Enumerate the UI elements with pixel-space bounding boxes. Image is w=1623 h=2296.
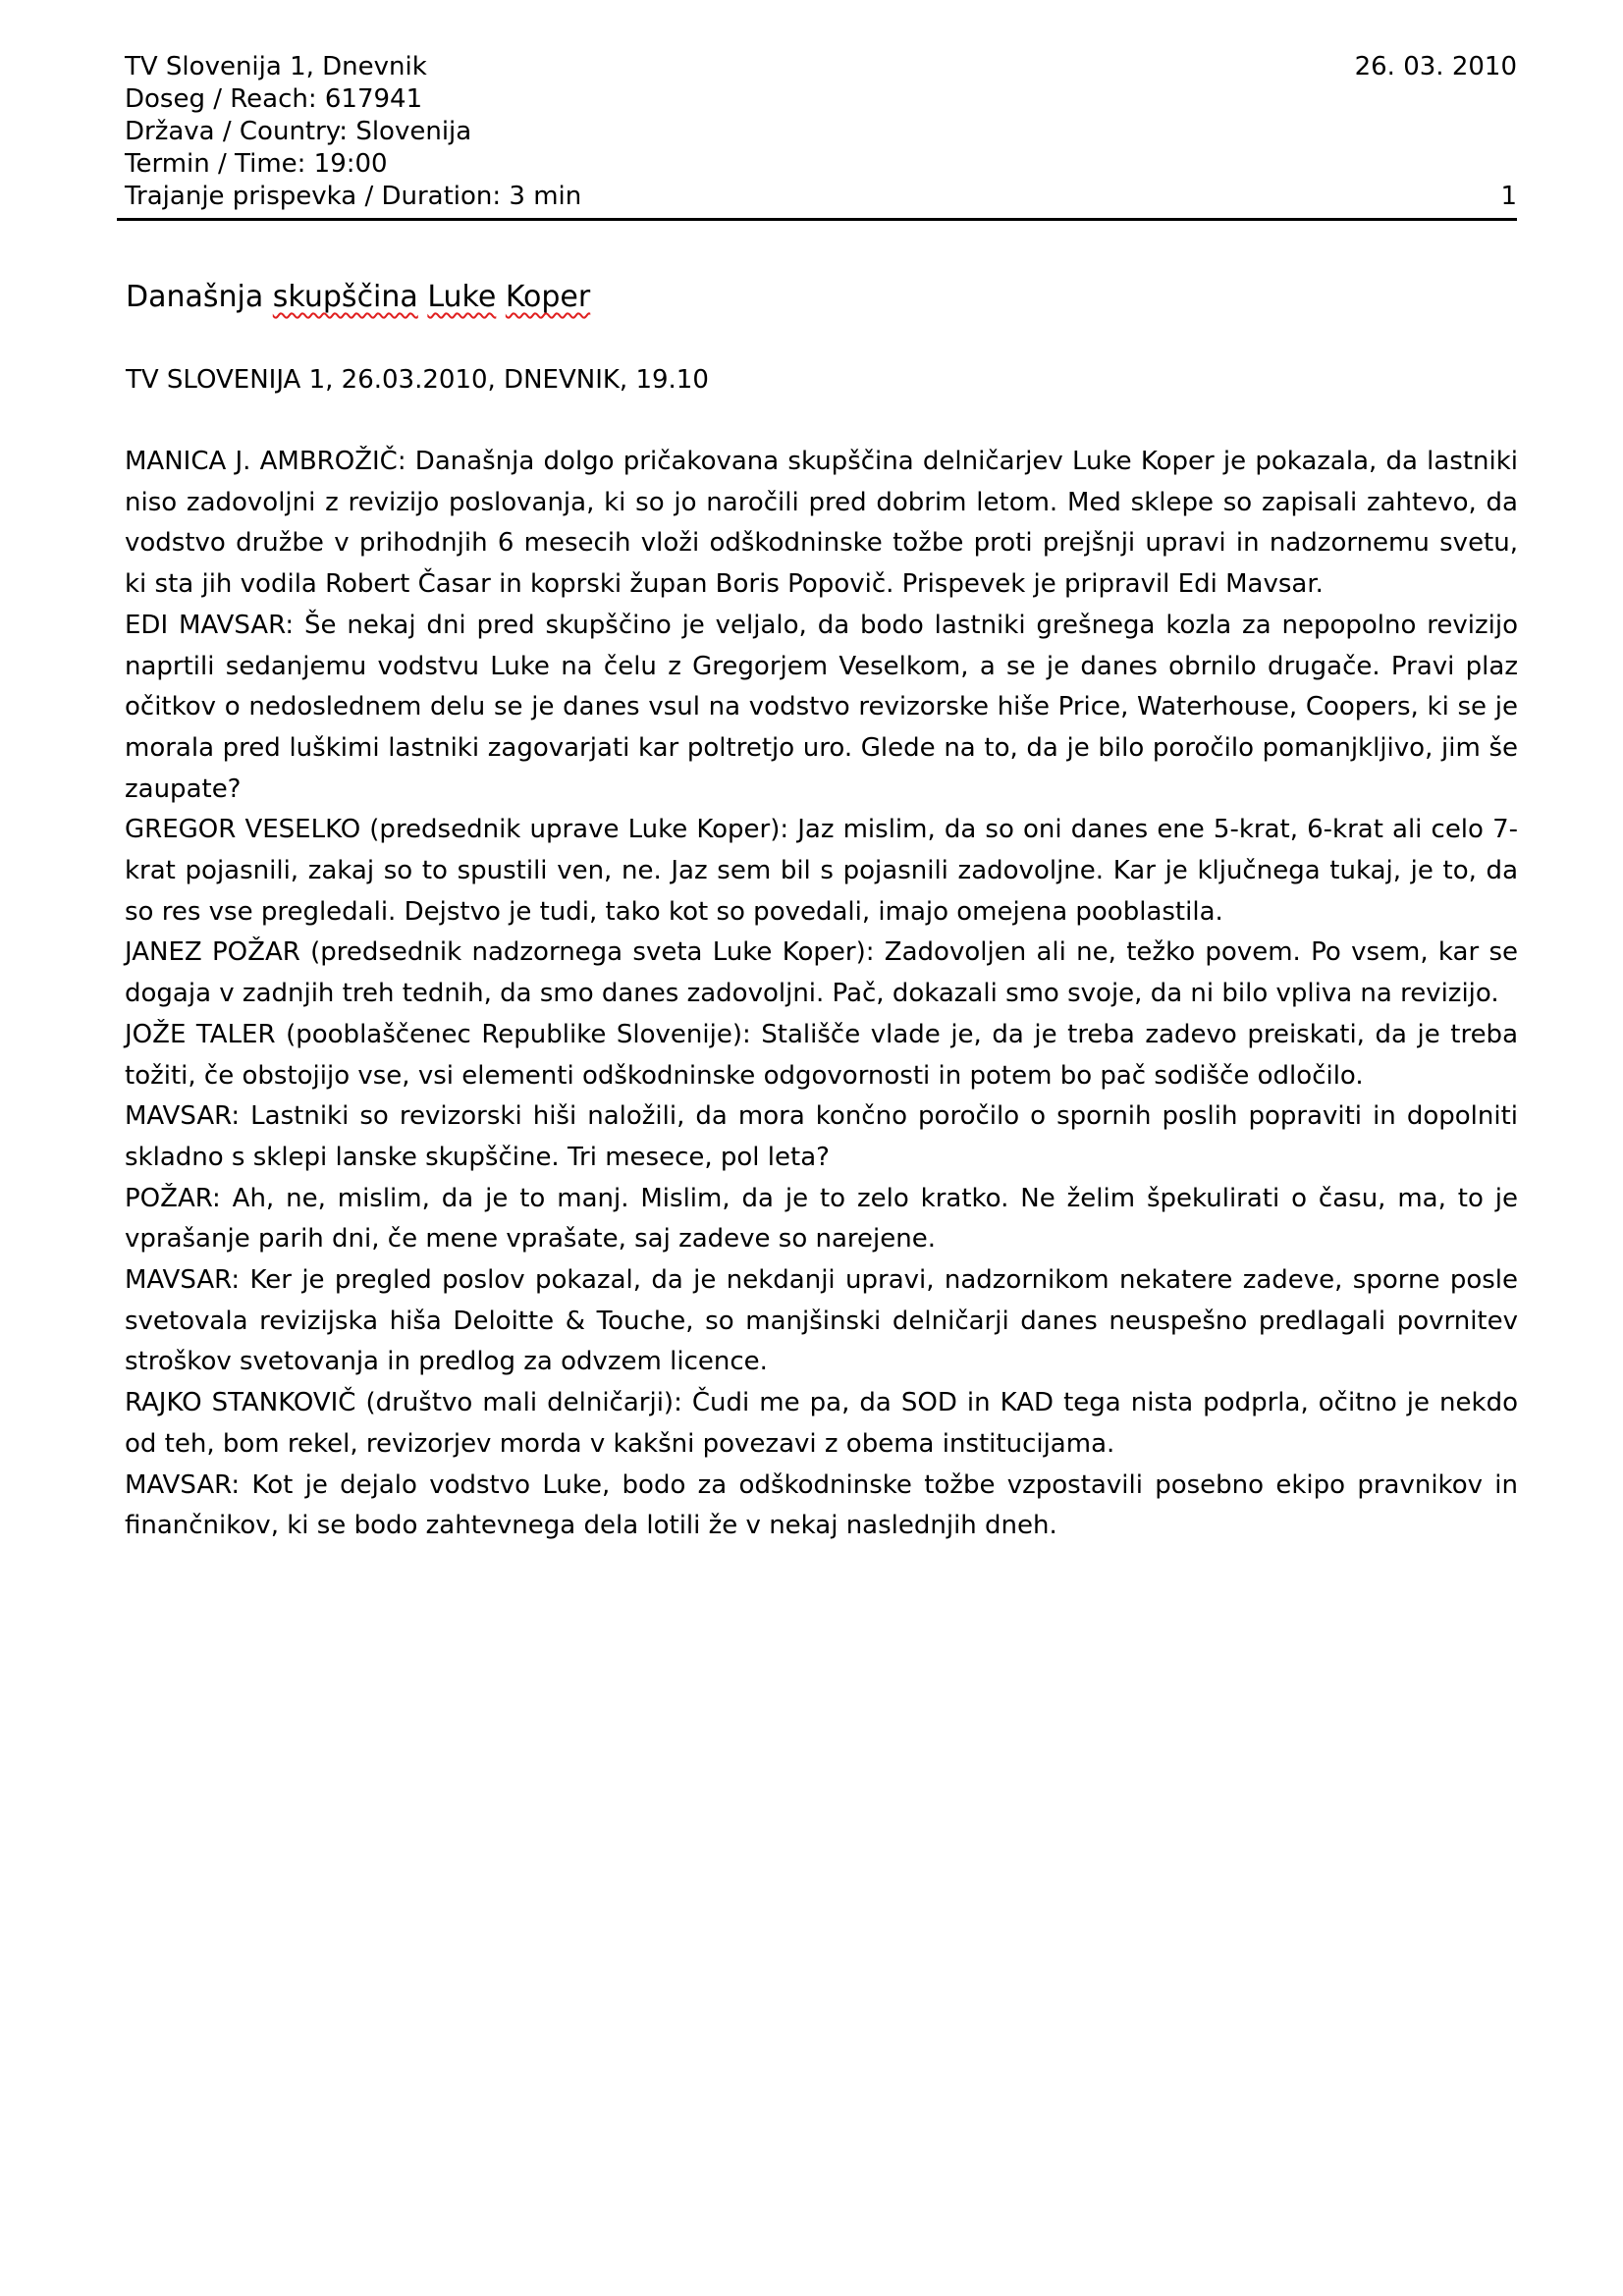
- paragraph: MAVSAR: Ker je pregled poslov pokazal, da je nekdanji upravi, nadzornikom nekatere zadeve, sporne posle svetovala revizijska hiša Deloitte & Touche, so manjšinski delničarji danes neuspešno predlagali povrnitev stroškov svetovanja in predlog za odvzem licence.: [125, 1265, 1518, 1377]
- paragraph: MAVSAR: Lastniki so revizorski hiši naložili, da mora končno poročilo o spornih poslih popraviti in dopolniti skladno s sklepi lanske skupščine. Tri mesece, pol leta?: [125, 1101, 1518, 1172]
- header-channel: TV Slovenija 1, Dnevnik: [125, 52, 427, 81]
- header-country: Država / Country: Slovenija: [125, 117, 472, 146]
- paragraph: POŽAR: Ah, ne, mislim, da je to manj. Mislim, da je to zelo kratko. Ne želim špekulirati o času, ma, to je vprašanje parih dni, če mene vprašate, saj zadeve so narejene.: [125, 1183, 1518, 1255]
- document-header: [125, 51, 1517, 213]
- paragraph: MANICA J. AMBROŽIČ: Današnja dolgo pričakovana skupščina delničarjev Luke Koper je pokazala, da lastniki niso zadovoljni z revizijo poslovanja, ki so jo naročili pred dobrim letom. Med sklepe so zapisali zahtevo, da vodstvo družbe v prihodnjih 6 mesecih vloži odškodninske tožbe proti prejšnji upravi in nadzornemu svetu, ki sta jih vodila Robert Časar in koprski župan Boris Popovič. Prispevek je pripravil Edi Mavsar.: [125, 447, 1518, 600]
- paragraph: MAVSAR: Kot je dejalo vodstvo Luke, bodo za odškodninske tožbe vzpostavili posebno ekipo pravnikov in finančnikov, ki se bodo zahtevnega dela lotili že v nekaj naslednjih dneh.: [125, 1469, 1518, 1541]
- title-word-spellcheck: Luke: [427, 280, 497, 314]
- title-word: Današnja: [126, 280, 264, 314]
- article-title: [126, 278, 590, 317]
- header-duration: Trajanje prispevka / Duration: 3 min: [125, 182, 582, 211]
- title-word-spellcheck: skupščina: [272, 280, 418, 314]
- title-word-spellcheck: Koper: [505, 280, 591, 314]
- paragraph: JANEZ POŽAR (predsednik nadzornega sveta Luke Koper): Zadovoljen ali ne, težko povem. Po vsem, kar se dogaja v zadnjih treh tednih, da smo danes zadovoljni. Pač, dokazali smo svoje, da ni bilo vpliva na revizijo.: [125, 937, 1518, 1009]
- paragraph: GREGOR VESELKO (predsednik uprave Luke Koper): Jaz mislim, da so oni danes ene 5-krat, 6-krat ali celo 7-krat pojasnili, zakaj so to spustili ven, ne. Jaz sem bil s pojasnili zadovoljne. Kar je ključnega tukaj, je to, da so res vse pregledali. Dejstvo je tudi, tako kot so povedali, imajo omejena pooblastila.: [125, 815, 1518, 927]
- paragraph: EDI MAVSAR: Še nekaj dni pred skupščino je veljalo, da bodo lastniki grešnega kozla za nepopolno revizijo naprtili sedanjemu vodstvu Luke na čelu z Gregorjem Veselkom, a se je danes obrnilo drugače. Pravi plaz očitkov o nedoslednem delu se je danes vsul na vodstvo revizorske hiše Price, Waterhouse, Coopers, ki se je morala pred luškimi lastniki zagovarjati kar poltretjo uro. Glede na to, da je bilo poročilo pomanjkljivo, jim še zaupate?: [125, 610, 1518, 804]
- header-reach: Doseg / Reach: 617941: [125, 84, 423, 114]
- article-body: [125, 442, 1518, 1547]
- page-number: 1: [1500, 182, 1517, 211]
- paragraph: JOŽE TALER (pooblaščenec Republike Slovenije): Stališče vlade je, da je treba zadevo preiskati, da je treba tožiti, če obstojijo vse, vsi elementi odškodninske odgovornosti in potem bo pač sodišče odločilo.: [125, 1019, 1518, 1091]
- paragraph: RAJKO STANKOVIČ (društvo mali delničarji): Čudi me pa, da SOD in KAD tega nista podprla, očitno je nekdo od teh, bom rekel, revizorjev morda v kakšni povezavi z obema institucijama.: [125, 1388, 1518, 1459]
- header-divider: [117, 218, 1517, 221]
- header-date: 26. 03. 2010: [1354, 52, 1517, 81]
- header-time: Termin / Time: 19:00: [125, 149, 388, 179]
- article-source-line: TV SLOVENIJA 1, 26.03.2010, DNEVNIK, 19.10: [126, 365, 709, 395]
